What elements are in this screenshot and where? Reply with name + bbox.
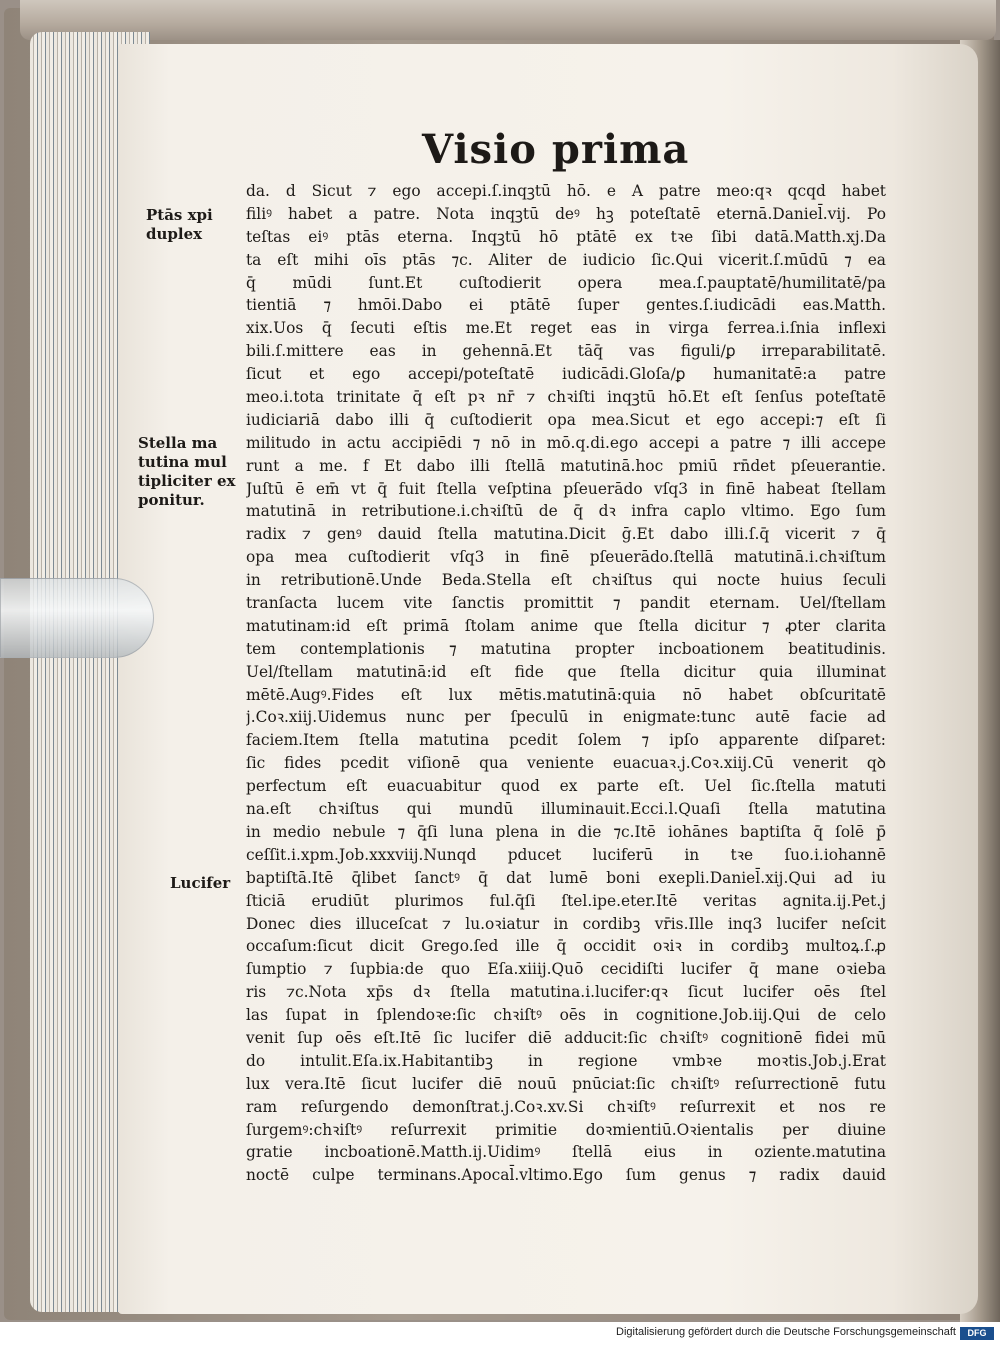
text-line: Juſtū ē em̄ vt q̄ fuit ſtella veſptina pſeuerādo vſq3 in finē habeat ſtellam xyxy=(246,479,886,498)
text-line: da. d Sicut ⁊ ego accepi.ſ.inqꝫtū hō. e A patre meo:qꝛ qcqd habet xyxy=(246,182,886,200)
text-line: las ſupat in ſplendoꝛe:ſic chꝛiſtꝰ oēs in cognitione.Job.iij.Qui de celo xyxy=(246,1006,886,1025)
margin-note-stella xyxy=(138,434,235,510)
text-line: militudo in actu accipiēdi ⁊ nō in mō.q.di.ego accepi a patre ⁊ illi accepe xyxy=(246,433,886,452)
text-line: ta eſt mihi oīs ptās ⁊c. Aliter de iudicio ſic.Qui vicerit.ſ.mūdū ⁊ ea xyxy=(246,250,886,269)
text-line: tem contemplationis ⁊ matutina propter incboationem beatitudinis. xyxy=(246,639,886,658)
text-line: meo.i.tota trinitate q̄ eſt pꝛ nr̄ ⁊ chꝛiſti inqꝫtū hō.Et eſt ſenſus poteſtatē xyxy=(246,388,886,407)
text-line: ſurgemꝰ:chꝛiſtꝰ reſurrexit primitie doꝛmientiū.Oꝛientalis per diuine xyxy=(246,1120,886,1139)
page-title: Visio prima xyxy=(422,126,690,173)
text-line: gratie incboationē.Matth.ij.Uidimꝰ ſtellā eius in oziente.matutina xyxy=(246,1143,886,1162)
text-line: baptiſtā.Itē q̄libet ſanctꝰ q̄ dat lumē boni exepli.Daniel̄.xij.Qui ad iu xyxy=(246,868,886,887)
text-line: do intulit.Eſa.ix.Habitantibꝫ in regione vmbꝛe moꝛtis.Job.j.Erat xyxy=(246,1051,886,1070)
text-line: noctē culpe terminans.Apocal̄.vltimo.Ego ſum genus ⁊ radix dauid xyxy=(246,1166,886,1185)
text-line: in retributionē.Unde Beda.Stella eſt chꝛiſtus qui nocte huius ſeculi xyxy=(246,571,886,590)
margin-note-line: Lucifer xyxy=(170,874,231,892)
text-line: in medio nebule ⁊ q̄ſi luna plena in die ⁊c.Itē iohānes baptiſta q̄ ſolē p̄ xyxy=(246,822,886,841)
text-line: matutinā in retributione.i.chꝛiſtū de q̄ dꝛ infra caplo vltimo. Ego ſum xyxy=(246,502,886,521)
margin-note-ptas xyxy=(146,206,213,244)
text-line: perfectum eſt euacuabitur quod ex parte eſt. Uel ſic.ſtella matuti xyxy=(246,777,886,796)
text-line: ſumptio ⁊ ſupbia:de quo Eſa.xiiij.Quō cecidiſti lucifer q̄ mane oꝛieba xyxy=(246,960,886,979)
text-line: ſic fides pcedit viſionē qua veniente euacuaꝛ.j.Coꝛ.xiij.Cū venerit qꝺ xyxy=(246,754,886,773)
margin-note-line: ponitur. xyxy=(138,491,205,509)
page-clip xyxy=(0,578,154,658)
text-line: ram reſurgendo demonſtrat.j.Coꝛ.xv.Si chꝛiſtꝰ reſurrexit et nos re xyxy=(246,1097,886,1116)
margin-note-line: duplex xyxy=(146,225,203,243)
text-line: tranſacta lucem vite ſanctis promittit ⁊ pandit eternam. Uel/ſtellam xyxy=(246,594,886,613)
text-line: radix ⁊ genꝰ dauid ſtella matutina.Dicit ḡ.Et dabo illi.ſ.q̄ vicerit ⁊ q̄ xyxy=(246,525,886,544)
text-line: j.Coꝛ.xiij.Uidemus nunc per ſpeculū in enigmate:tunc autē facie ad xyxy=(246,708,886,727)
footer-credit: Digitalisierung gefördert durch die Deutsche Forschungsgemeinschaft xyxy=(616,1326,956,1338)
body-text xyxy=(246,180,886,1187)
text-line: ris ⁊c.Nota xp̄s dꝛ ſtella matutina.i.lucifer:qꝛ ſicut lucifer oēs ſtel xyxy=(246,983,886,1002)
text-line: xix.Uos q̄ ſecuti eſtis me.Et reget eas in virga ferrea.i.ſnia inflexi xyxy=(246,319,886,338)
text-line: bili.ſ.mittere eas in gehennā.Et tāq̄ vas figuli/ꝑ irreparabilitatē. xyxy=(246,342,886,361)
text-line: ſticiā erudiūt plurimos ful.q̄ſi ſtel.ipe.eter.Itē veritas agnita.ij.Pet.j xyxy=(246,891,886,910)
text-line: tientiā ⁊ hmōi.Dabo ei ptātē ſuper gentes.ſ.iudicādi eas.Matth. xyxy=(246,296,886,315)
text-line: filiꝰ habet a patre. Nota inqꝫtū deꝰ hꝫ poteſtatē eternā.Daniel̄.vij. Po xyxy=(246,204,886,223)
text-line: Donec dies illuceſcat ⁊ lu.oꝛiatur in cordibꝫ vr̄is.Ille inq3 lucifer neſcit xyxy=(246,914,886,933)
text-line: q̄ mūdi ſunt.Et cuſtodierit opera mea.ſ.pauptatē/humilitatē/pa xyxy=(246,273,886,292)
text-line: na.eſt chꝛiſtus qui mundū illuminauit.Ecci.l.Quaſi ſtella matutina xyxy=(246,800,886,819)
text-line: ceſſit.i.xpm.Job.xxxviij.Nunqd pducet luciferū in tꝛe ſuo.i.iohannē xyxy=(246,845,886,864)
margin-note-line: Stella ma xyxy=(138,434,218,452)
margin-note-line: tutina mul xyxy=(138,453,227,471)
text-line: Uel/ſtellam matutinā:id eſt fide que ſtella dicitur quia illuminat xyxy=(246,662,886,681)
text-line: opa mea cuſtodierit vſq3 in finē pſeuerādo.ſtellā matutinā.i.chꝛiſtum xyxy=(246,548,886,567)
text-line: iudiciariā dabo illi q̄ cuſtodierit opa mea.Sicut et ego accepi:⁊ eſt ſi xyxy=(246,410,886,429)
book-top-edge xyxy=(20,0,996,40)
text-line: ſicut et ego accepi/poteſtatē iudicādi.Gloſa/ꝑ humanitatē:a patre xyxy=(246,365,886,384)
text-line: lux vera.Itē ſicut lucifer diē nouū pnūciat:ſic chꝛiſtꝰ reſurrectionē futu xyxy=(246,1074,886,1093)
footer-bar xyxy=(0,1322,1000,1345)
text-line: mētē.Augꝰ.Fides eſt lux mētis.matutinā:quia nō habet obſcuritatē xyxy=(246,685,886,704)
margin-note-line: tipliciter ex xyxy=(138,472,236,490)
margin-note-line: Ptās xpi xyxy=(146,206,213,224)
margin-note-lucifer xyxy=(170,874,230,893)
dfg-logo: DFG xyxy=(960,1327,994,1340)
text-line: occaſum:ſicut dicit Grego.ſed ille q̄ occidit oꝛiꝛ in cordibꝫ multoꝝ.ſ.ꝓ xyxy=(246,937,886,956)
text-line: runt a me. f Et dabo illi ſtellā matutinā.hoc pmiū rn̄det pſeuerantie. xyxy=(246,456,886,475)
text-line: faciem.Item ſtella matutina pcedit ſolem ⁊ ipſo apparente diſparet: xyxy=(246,731,886,750)
text-line: venit ſup oēs eſt.Itē ſic lucifer diē adducit:ſic chꝛiſtꝰ cognitionē fidei mū xyxy=(246,1028,886,1047)
text-line: matutinam:id eſt primā ſtolam anime que ſtella dicitur ⁊ ꝓter clarita xyxy=(246,616,886,635)
text-line: teſtas eiꝰ ptās eterna. Inqꝫtū hō ptātē ex tꝛe ſibi datā.Matth.xj.Da xyxy=(246,227,886,246)
